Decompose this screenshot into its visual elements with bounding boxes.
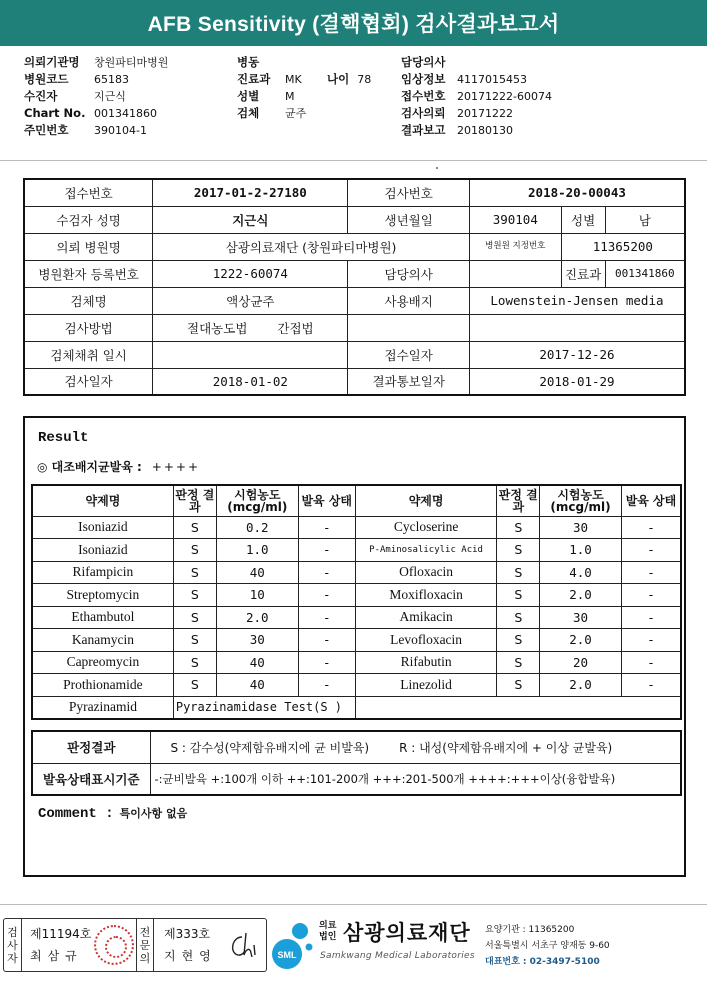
table-row — [32, 584, 681, 607]
cell-value: 2018-01-02 — [153, 368, 348, 395]
drug-growth: - — [621, 584, 681, 607]
field-value: 지근식 — [94, 90, 126, 103]
col-header-growth: 발육 상태 — [621, 485, 681, 516]
drug-name: Ofloxacin — [355, 561, 497, 584]
drug-result: S — [497, 516, 540, 539]
drug-conc: 10 — [216, 584, 298, 607]
drug-conc: 30 — [216, 629, 298, 652]
cell-value — [153, 341, 348, 368]
examiner-license: 제11194호 — [30, 927, 92, 941]
cell-label: 검체채취 일시 — [24, 341, 153, 368]
cell-value — [469, 260, 561, 287]
drug-growth: - — [298, 584, 355, 607]
table-row — [32, 561, 681, 584]
drug-susceptibility-table — [31, 484, 682, 720]
field-label: 결과보고 — [401, 123, 446, 137]
drug-name: Streptomycin — [32, 584, 173, 607]
cell-label: 접수일자 — [348, 341, 469, 368]
field-label: 접수번호 — [401, 89, 446, 103]
field-value: 20180130 — [457, 124, 513, 137]
drug-name: Ethambutol — [32, 606, 173, 629]
field-label: 병동 — [237, 55, 260, 69]
cell-value: Lowenstein-Jensen media — [469, 287, 685, 314]
drug-conc: 2.0 — [540, 584, 622, 607]
cell-label: 검사방법 — [24, 314, 153, 341]
drug-growth: - — [298, 516, 355, 539]
cell-label: 성별 — [561, 206, 605, 233]
drug-conc: 30 — [540, 606, 622, 629]
field-label: 진료과 — [237, 72, 271, 86]
field-value: M — [285, 90, 295, 103]
drug-result: S — [173, 606, 216, 629]
org-code: 요양기관 : 11365200 — [485, 925, 575, 935]
legend-label: 발육상태표시기준 — [32, 763, 150, 795]
drug-result: S — [497, 674, 540, 697]
drug-growth: - — [621, 651, 681, 674]
cell-label: 진료과 — [561, 260, 605, 287]
field-label: 성별 — [237, 89, 260, 103]
header-field — [401, 54, 552, 71]
drug-growth: - — [621, 674, 681, 697]
table-row — [32, 516, 681, 539]
drug-growth: - — [298, 629, 355, 652]
table-row — [24, 206, 685, 233]
header-field — [237, 105, 306, 122]
drug-result: S — [173, 539, 216, 562]
cell-label: 검사일자 — [24, 368, 153, 395]
header-field — [24, 122, 168, 139]
cell-empty — [348, 314, 469, 341]
field-label: 주민번호 — [24, 123, 69, 137]
field-label: 검사의뢰 — [401, 106, 446, 120]
drug-growth: - — [621, 561, 681, 584]
header-field — [237, 88, 306, 105]
col-header-drug: 약제명 — [32, 485, 173, 516]
legend-value — [150, 731, 681, 763]
legend-r: R : 내성(약제함유배지에 + 이상 균발육) — [399, 740, 613, 755]
drug-name: Rifabutin — [355, 651, 497, 674]
table-row — [32, 731, 681, 763]
drug-conc: 20 — [540, 651, 622, 674]
table-row — [32, 651, 681, 674]
drug-conc: 40 — [216, 561, 298, 584]
result-title: Result — [38, 430, 89, 446]
table-row — [24, 368, 685, 395]
cell-value: 2017-01-2-27180 — [153, 179, 348, 206]
drug-conc: 40 — [216, 674, 298, 697]
drug-conc: 30 — [540, 516, 622, 539]
drug-growth: - — [298, 674, 355, 697]
cell-label: 병원원 지정번호 — [469, 233, 561, 260]
drug-growth: - — [621, 606, 681, 629]
drug-growth: - — [298, 651, 355, 674]
drug-growth: - — [621, 629, 681, 652]
field-label: 병원코드 — [24, 72, 69, 86]
signature-box — [3, 918, 267, 972]
comment — [38, 805, 187, 822]
table-row — [32, 674, 681, 697]
field-value: 65183 — [94, 73, 129, 86]
field-label: 검체 — [237, 106, 260, 120]
cell-value: 지근식 — [153, 206, 348, 233]
drug-growth: - — [298, 606, 355, 629]
field-value: 균주 — [285, 107, 307, 120]
drug-result: S — [173, 516, 216, 539]
growth-label: ◎ 대조배지균발육 : — [37, 460, 142, 474]
seal-stamp-icon — [94, 925, 134, 965]
field-label: Chart No. — [24, 106, 86, 120]
table-row — [32, 606, 681, 629]
table-row — [24, 341, 685, 368]
cell-empty — [469, 314, 685, 341]
specialist-vertical-label: 전 문 의 — [136, 919, 154, 971]
drug-name: Levofloxacin — [355, 629, 497, 652]
col-header-conc: 시험농도 (mcg/ml) — [216, 485, 298, 516]
drug-growth: - — [621, 539, 681, 562]
field-value: 001341860 — [94, 107, 157, 120]
result-section — [23, 416, 686, 877]
drug-name: Rifampicin — [32, 561, 173, 584]
table-row — [24, 314, 685, 341]
field-value: 390104-1 — [94, 124, 147, 137]
table-row — [32, 763, 681, 795]
field-label: 나이 — [327, 72, 350, 86]
comment-value: 특이사항 없음 — [119, 807, 188, 820]
drug-result: S — [173, 651, 216, 674]
cell-label: 사용배지 — [348, 287, 469, 314]
org-contact-info — [485, 922, 610, 970]
field-label: 임상정보 — [401, 72, 446, 86]
drug-result: S — [497, 584, 540, 607]
col-header-conc: 시험농도 (mcg/ml) — [540, 485, 622, 516]
legend-label: 판정결과 — [32, 731, 150, 763]
signature-icon — [226, 927, 260, 963]
cell-value: 001341860 — [605, 260, 685, 287]
drug-result: S — [497, 651, 540, 674]
drug-conc: 1.0 — [216, 539, 298, 562]
cell-label: 수검자 성명 — [24, 206, 153, 233]
header-field — [401, 88, 552, 105]
drug-growth: - — [298, 561, 355, 584]
report-title: AFB Sensitivity (결핵협회) 검사결과보고서 — [0, 0, 707, 46]
field-label: 담당의사 — [401, 55, 446, 69]
header-field — [401, 71, 552, 88]
header-col-patient — [24, 54, 168, 139]
method-indirect: 간접법 — [277, 320, 314, 336]
drug-conc: 2.0 — [540, 629, 622, 652]
drug-conc: 40 — [216, 651, 298, 674]
drug-result: S — [497, 561, 540, 584]
drug-conc: 1.0 — [540, 539, 622, 562]
header-field — [24, 105, 168, 122]
header-field — [24, 54, 168, 71]
logo-text: SML — [277, 950, 297, 960]
drug-conc: 2.0 — [216, 606, 298, 629]
cell-empty — [355, 696, 681, 719]
control-growth — [37, 458, 200, 475]
cell-label: 접수번호 — [24, 179, 153, 206]
cell-value — [153, 314, 348, 341]
field-label: 의뢰기관명 — [24, 55, 80, 69]
drug-conc: 4.0 — [540, 561, 622, 584]
cell-value: 1222-60074 — [153, 260, 348, 287]
drug-result: S — [173, 561, 216, 584]
drug-name: Moxifloxacin — [355, 584, 497, 607]
cell-label: 검체명 — [24, 287, 153, 314]
field-value: 20171222-60074 — [457, 90, 552, 103]
col-header-result: 판정 결과 — [497, 485, 540, 516]
drug-result: S — [497, 606, 540, 629]
field-label: 수진자 — [24, 89, 58, 103]
header-field — [401, 105, 552, 122]
drug-name: Isoniazid — [32, 539, 173, 562]
legend-value: -:균비발육 +:100개 이하 ++:101-200개 +++:201-500개 ++++:+++이상(융합발육) — [150, 763, 681, 795]
table-row — [24, 287, 685, 314]
specialist-info — [164, 923, 217, 967]
cell-value: 삼광의료재단 (창원파티마병원) — [153, 233, 470, 260]
cell-value: 2018-20-00043 — [469, 179, 685, 206]
header-col-ward — [237, 54, 306, 122]
cell-value: 남 — [605, 206, 685, 233]
org-address: 서울특별시 서초구 양재동 9-60 — [485, 941, 610, 951]
table-row — [24, 260, 685, 287]
drug-name: Capreomycin — [32, 651, 173, 674]
org-type: 의료 법인 — [319, 921, 337, 942]
comment-label: Comment : — [38, 806, 114, 822]
cell-value: 11365200 — [561, 233, 685, 260]
drug-name: Cycloserine — [355, 516, 497, 539]
field-value: 창원파티마병원 — [94, 56, 169, 69]
col-header-result: 판정 결과 — [173, 485, 216, 516]
header-divider — [0, 160, 707, 161]
drug-result: S — [173, 629, 216, 652]
cell-label: 병원환자 등록번호 — [24, 260, 153, 287]
sml-logo-icon — [270, 920, 314, 972]
table-row — [32, 539, 681, 562]
specialist-license: 제333호 — [164, 927, 211, 941]
drug-result: S — [497, 539, 540, 562]
header-field — [401, 122, 552, 139]
pza-result: Pyrazinamidase Test(S ) — [173, 696, 355, 719]
org-name: 삼광의료재단 — [343, 921, 471, 945]
cell-label: 결과통보일자 — [348, 368, 469, 395]
cell-value: 2018-01-29 — [469, 368, 685, 395]
method-absolute: 절대농도법 — [187, 320, 248, 336]
legend-s: S : 감수성(약제함유배지에 균 비발육) — [170, 740, 370, 755]
field-value: 4117015453 — [457, 73, 527, 86]
drug-name: Linezolid — [355, 674, 497, 697]
drug-name: Kanamycin — [32, 629, 173, 652]
field-value: 78 — [357, 73, 372, 86]
examiner-info — [30, 923, 91, 967]
table-row — [24, 179, 685, 206]
specimen-info-table — [23, 178, 686, 396]
drug-name: Isoniazid — [32, 516, 173, 539]
cell-label: 담당의사 — [348, 260, 469, 287]
examiner-name: 최삼규 — [30, 949, 83, 963]
cell-label: 생년월일 — [348, 206, 469, 233]
divider-dot — [436, 167, 438, 169]
drug-growth: - — [298, 539, 355, 562]
header-field — [24, 88, 168, 105]
examiner-vertical-label: 검 사 자 — [4, 919, 22, 971]
drug-name: Pyrazinamid — [32, 696, 173, 719]
cell-value: 액상균주 — [153, 287, 348, 314]
drug-name: Amikacin — [355, 606, 497, 629]
table-row-pza — [32, 696, 681, 719]
drug-growth: - — [621, 516, 681, 539]
specialist-name: 지현영 — [164, 949, 217, 963]
header-col-report — [401, 54, 552, 139]
table-header-row — [32, 485, 681, 516]
col-header-growth: 발육 상태 — [298, 485, 355, 516]
col-header-drug: 약제명 — [355, 485, 497, 516]
field-value: 20171222 — [457, 107, 513, 120]
drug-result: S — [497, 629, 540, 652]
drug-name: P-Aminosalicylic Acid — [355, 539, 497, 562]
table-row — [32, 629, 681, 652]
drug-name: Prothionamide — [32, 674, 173, 697]
growth-value: ++++ — [151, 460, 200, 474]
cell-value: 390104 — [469, 206, 561, 233]
footer-divider — [0, 904, 707, 905]
legend-table — [31, 730, 682, 796]
org-english-name: Samkwang Medical Laboratories — [320, 951, 475, 961]
field-value: MK — [285, 73, 302, 86]
cell-label: 의뢰 병원명 — [24, 233, 153, 260]
drug-conc: 2.0 — [540, 674, 622, 697]
table-row — [24, 233, 685, 260]
header-field-age — [327, 71, 371, 88]
cell-value: 2017-12-26 — [469, 341, 685, 368]
header-field — [237, 71, 306, 88]
header-field — [237, 54, 306, 71]
header-field — [24, 71, 168, 88]
drug-result: S — [173, 674, 216, 697]
drug-conc: 0.2 — [216, 516, 298, 539]
drug-result: S — [173, 584, 216, 607]
org-phone: 대표번호 : 02-3497-5100 — [485, 957, 600, 967]
cell-label: 검사번호 — [348, 179, 469, 206]
